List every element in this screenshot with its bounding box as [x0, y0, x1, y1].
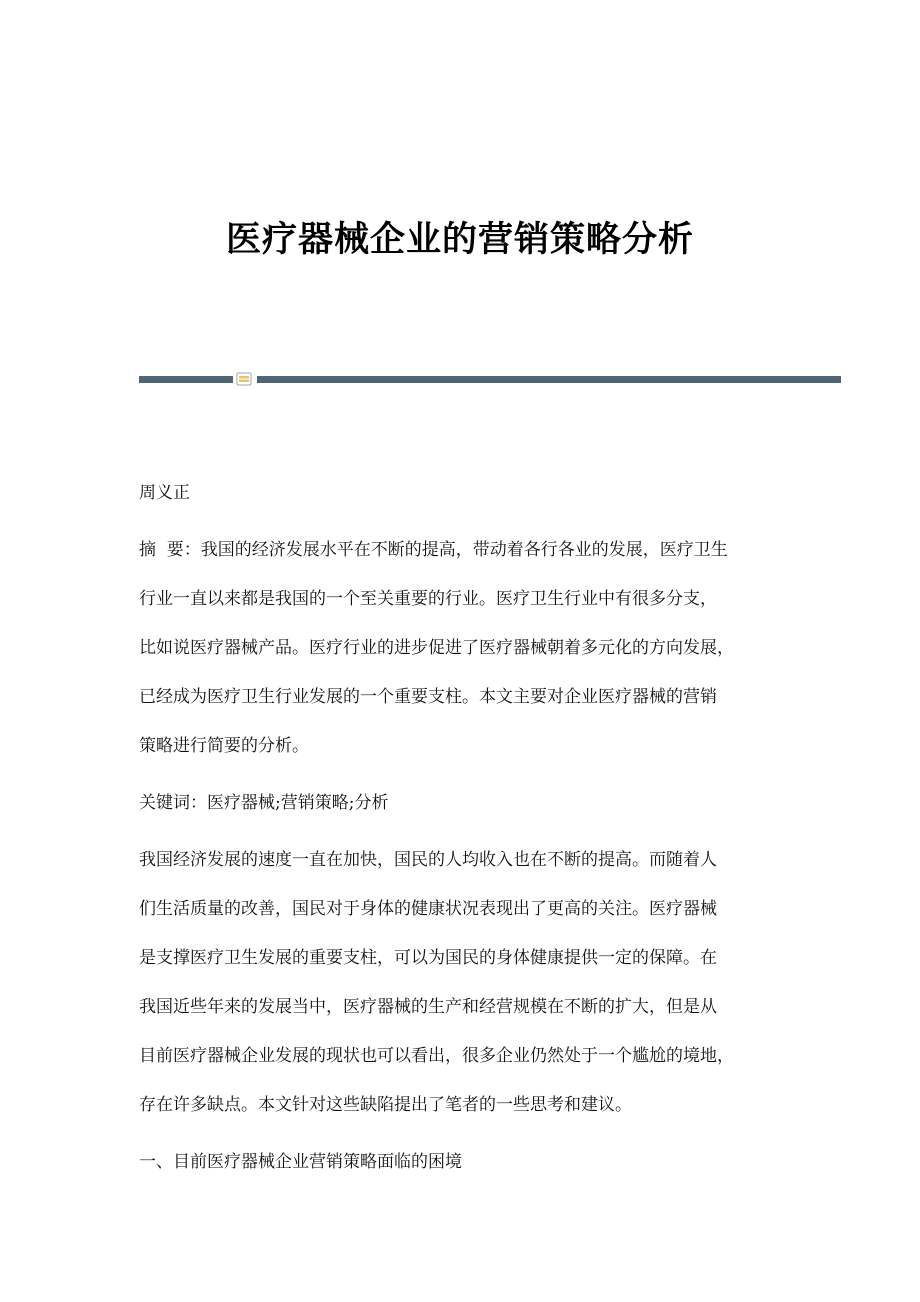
- abstract-line: 比如说医疗器械产品。医疗行业的进步促进了医疗器械朝着多元化的方向发展，: [139, 638, 734, 658]
- abstract-line: 策略进行简要的分析。: [139, 736, 309, 756]
- body-line: 存在许多缺点。本文针对这些缺陷提出了笔者的一些思考和建议。: [139, 1095, 632, 1115]
- divider-bar-right: [257, 376, 841, 383]
- body-line: 目前医疗器械企业发展的现状也可以看出，很多企业仍然处于一个尴尬的境地，: [139, 1046, 734, 1066]
- body-line: 是支撑医疗卫生发展的重要支柱，可以为国民的身体健康提供一定的保障。在: [139, 948, 717, 968]
- ornament-band-bottom: [239, 380, 249, 383]
- abstract-line: 已经成为医疗卫生行业发展的一个重要支柱。本文主要对企业医疗器械的营销: [139, 687, 717, 707]
- abstract-line: 摘 要：我国的经济发展水平在不断的提高，带动着各行各业的发展，医疗卫生: [139, 540, 728, 560]
- article-body: [139, 469, 789, 1187]
- divider-ornament-icon: [236, 372, 252, 386]
- keywords: 关键词：医疗器械;营销策略;分析: [139, 793, 389, 813]
- section-heading: 一、目前医疗器械企业营销策略面临的困境: [139, 1152, 462, 1172]
- abstract-line: 行业一直以来都是我国的一个至关重要的行业。医疗卫生行业中有很多分支，: [139, 589, 717, 609]
- body-line: 们生活质量的改善，国民对于身体的健康状况表现出了更高的关注。医疗器械: [139, 899, 717, 919]
- divider-bar-left: [139, 376, 233, 383]
- author-name: 周义正: [139, 483, 190, 503]
- intro-paragraph: [139, 836, 789, 1130]
- title-divider: [139, 372, 841, 386]
- ornament-band-top: [239, 376, 249, 379]
- body-line: 我国近些年来的发展当中，医疗器械的生产和经营规模在不断的扩大，但是从: [139, 997, 717, 1017]
- body-line: 我国经济发展的速度一直在加快，国民的人均收入也在不断的提高。而随着人: [139, 850, 717, 870]
- ornament-frame: [237, 373, 251, 385]
- abstract: [139, 526, 789, 771]
- page-title: 医疗器械企业的营销策略分析: [225, 219, 694, 260]
